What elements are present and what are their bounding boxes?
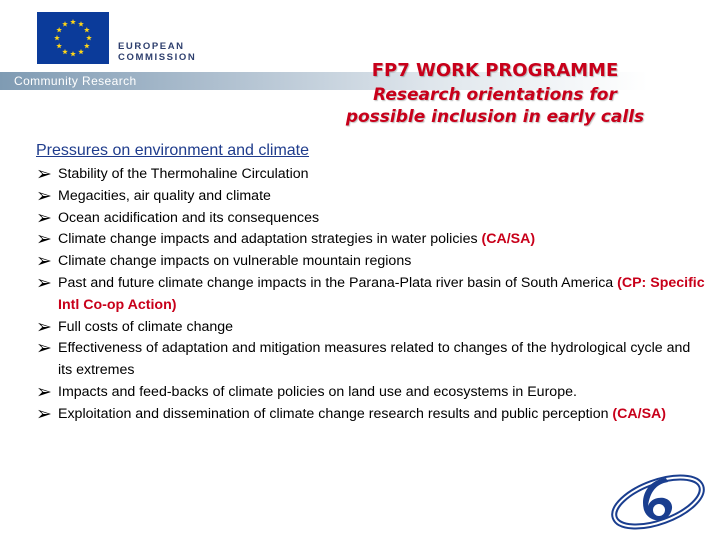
list-item — [36, 251, 706, 273]
list-item-text: Effectiveness of adaptation and mitigation measures related to changes of the hydrological cycle and its extremes — [58, 340, 691, 379]
list-item-text: Ocean acidification and its consequences — [58, 209, 320, 226]
list-item — [36, 229, 706, 251]
arrow-bullet-icon: ➢ — [36, 272, 52, 294]
list-item-text: Full costs of climate change — [58, 318, 234, 335]
org-line-1: EUROPEAN — [118, 41, 185, 52]
list-item-note: (CP: Specific Intl Co-op Action) — [58, 274, 705, 313]
eu-flag-icon — [37, 12, 109, 64]
list-item-text: Stability of the Thermohaline Circulation — [58, 166, 309, 182]
list-item-text: Megacities, air quality and climate — [58, 187, 271, 204]
list-item — [36, 164, 706, 186]
list-item-note: (CA/SA) — [612, 405, 667, 422]
arrow-bullet-icon: ➢ — [36, 207, 52, 229]
list-item — [36, 338, 706, 382]
commission-name — [118, 41, 196, 63]
list-item — [36, 208, 706, 230]
list-item — [36, 382, 706, 404]
arrow-bullet-icon: ➢ — [36, 251, 52, 273]
fp6-logo-icon — [606, 468, 710, 532]
list-item-text: Past and future climate change impacts in the Parana-Plata river basin of South America — [58, 274, 618, 291]
list-item-text: Climate change impacts on vulnerable mountain regions — [58, 253, 412, 270]
community-research-label: Community Research — [14, 74, 137, 88]
list-item-note: (CA/SA) — [481, 231, 536, 248]
list-item-text: Impacts and feed-backs of climate policies on land use and ecosystems in Europe. — [58, 383, 577, 400]
arrow-bullet-icon: ➢ — [36, 185, 52, 207]
arrow-bullet-icon: ➢ — [36, 164, 52, 185]
subtitle-line-1: Research orientations for — [373, 85, 617, 105]
arrow-bullet-icon: ➢ — [36, 403, 52, 425]
list-item — [36, 317, 706, 339]
arrow-bullet-icon: ➢ — [36, 338, 52, 360]
list-item-text: Climate change impacts and adaptation strategies in water policies — [58, 231, 482, 248]
list-item — [36, 186, 706, 208]
bullet-list — [36, 164, 706, 426]
subtitle-line-2: possible inclusion in early calls — [345, 107, 645, 127]
arrow-bullet-icon: ➢ — [36, 316, 52, 338]
page-title: FP7 WORK PROGRAMME — [371, 60, 619, 81]
list-item — [36, 273, 706, 317]
arrow-bullet-icon: ➢ — [36, 381, 52, 403]
list-item — [36, 404, 706, 426]
arrow-bullet-icon: ➢ — [36, 229, 52, 251]
list-item-text: Exploitation and dissemination of climate change research results and public perception — [58, 405, 613, 422]
page-subtitle — [300, 84, 690, 128]
section-heading: Pressures on environment and climate — [36, 142, 310, 159]
org-line-2: COMMISSION — [118, 52, 197, 63]
